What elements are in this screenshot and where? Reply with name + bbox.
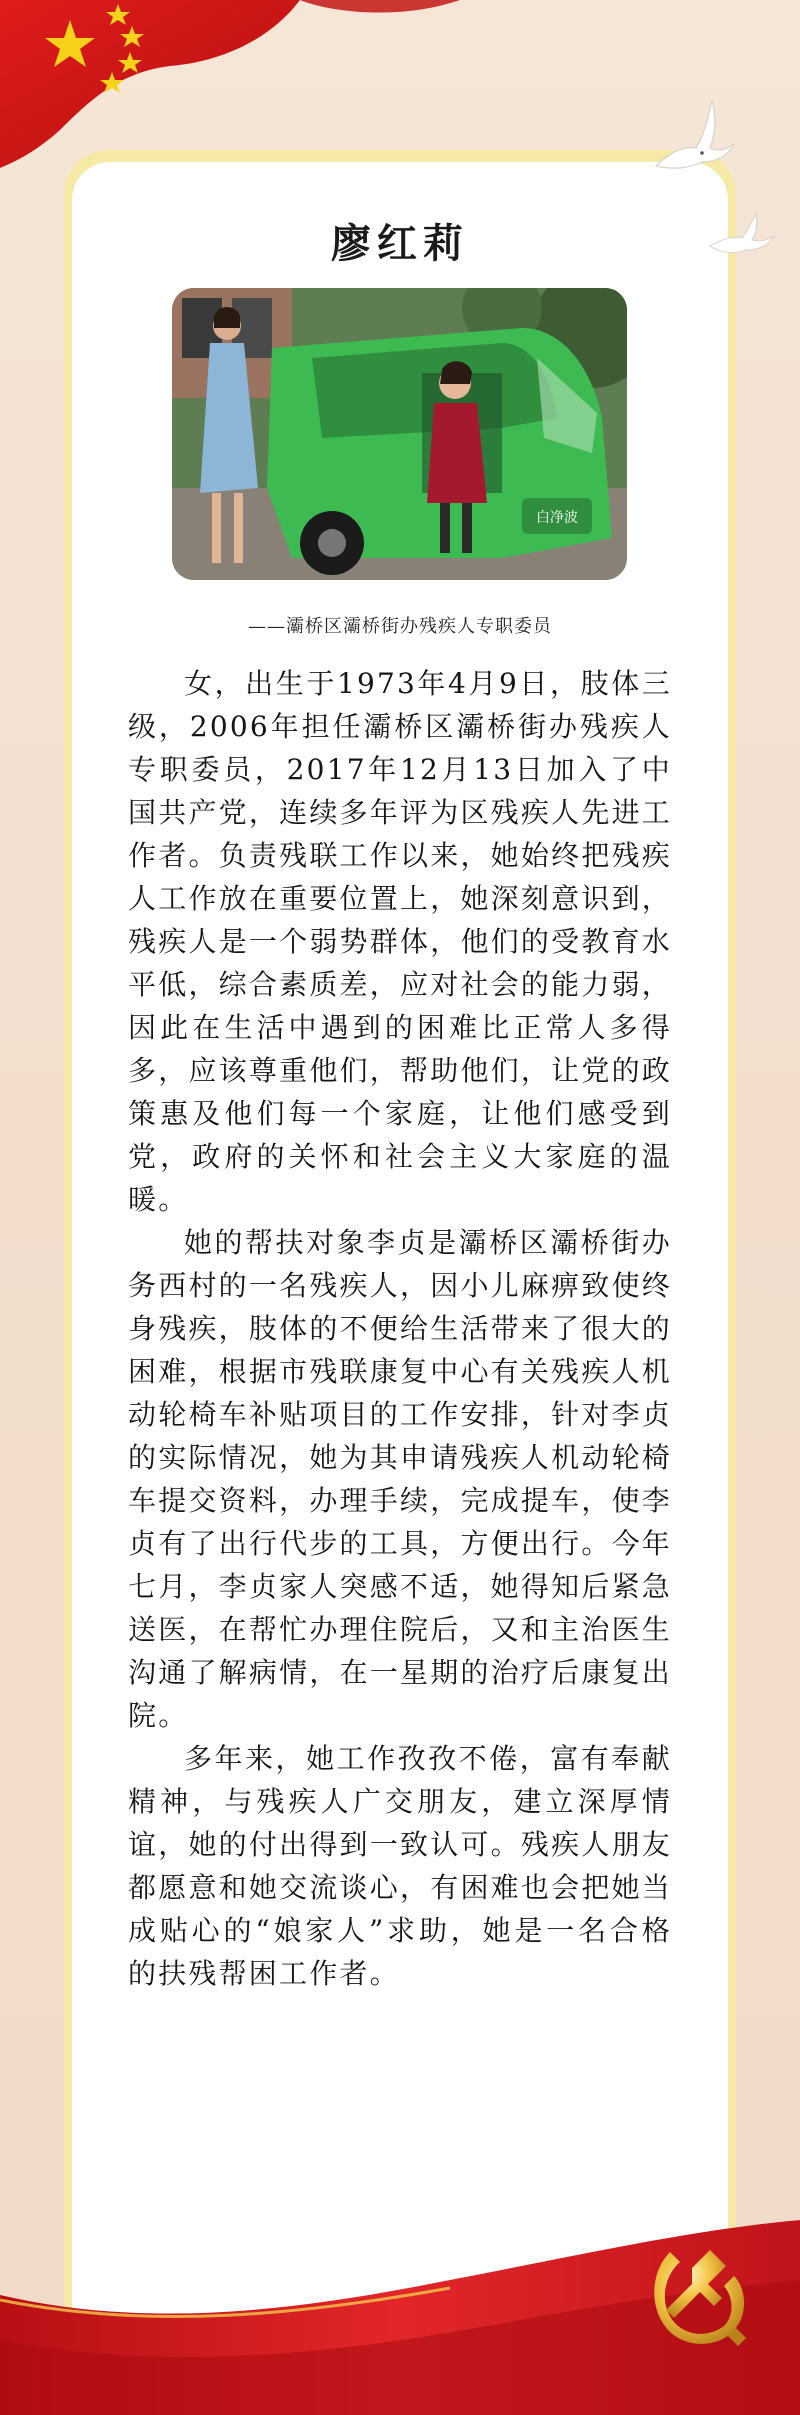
article-body <box>128 662 672 1995</box>
photo-caption: ——灞桥区灞桥街办残疾人专职委员 <box>248 616 552 637</box>
paragraph: 她的帮扶对象李贞是灞桥区灞桥街办务西村的一名残疾人，因小儿麻痹致使终身残疾，肢体的不便给生活带来了很大的困难，根据市残联康复中心有关残疾人机动轮椅车补贴项目的工作安排，针对李贞的实际情况，她为其申请残疾人机动轮椅车提交资料，办理手续，完成提车，使李贞有了出行代步的工具，方便出行。今年七月，李贞家人突感不适，她得知后紧急送医，在帮忙办理住院后，又和主治医生沟通了解病情，在一星期的治疗后康复出院。 <box>128 1226 672 1732</box>
page-title: 廖红莉 <box>331 220 469 267</box>
dove-icon <box>646 96 736 182</box>
red-flag-icon <box>0 0 460 170</box>
paragraph: 多年来，她工作孜孜不倦，富有奉献精神，与残疾人广交朋友，建立深厚情谊，她的付出得到一致认可。残疾人朋友都愿意和她交流谈心，有困难也会把她当成贴心的“娘家人”求助，她是一名合格的扶残帮困工作者。 <box>128 1742 672 1990</box>
vehicle-text: 白净波 <box>536 510 578 526</box>
paragraph: 女，出生于1973年4月9日，肢体三级，2006年担任灞桥区灞桥街办残疾人专职委员，2017年12月13日加入了中国共产党，连续多年评为区残疾人先进工作者。负责残联工作以来，她始终把残疾人工作放在重要位置上，她深刻意识到，残疾人是一个弱势群体，他们的受教育水平低，综合素质差，应对社会的能力弱，因此在生活中遇到的困难比正常人多得多，应该尊重他们，帮助他们，让党的政策惠及他们每一个家庭，让他们感受到党，政府的关怀和社会主义大家庭的温暖。 <box>128 667 672 1216</box>
profile-photo <box>172 288 627 580</box>
party-emblem-icon <box>630 2232 760 2362</box>
